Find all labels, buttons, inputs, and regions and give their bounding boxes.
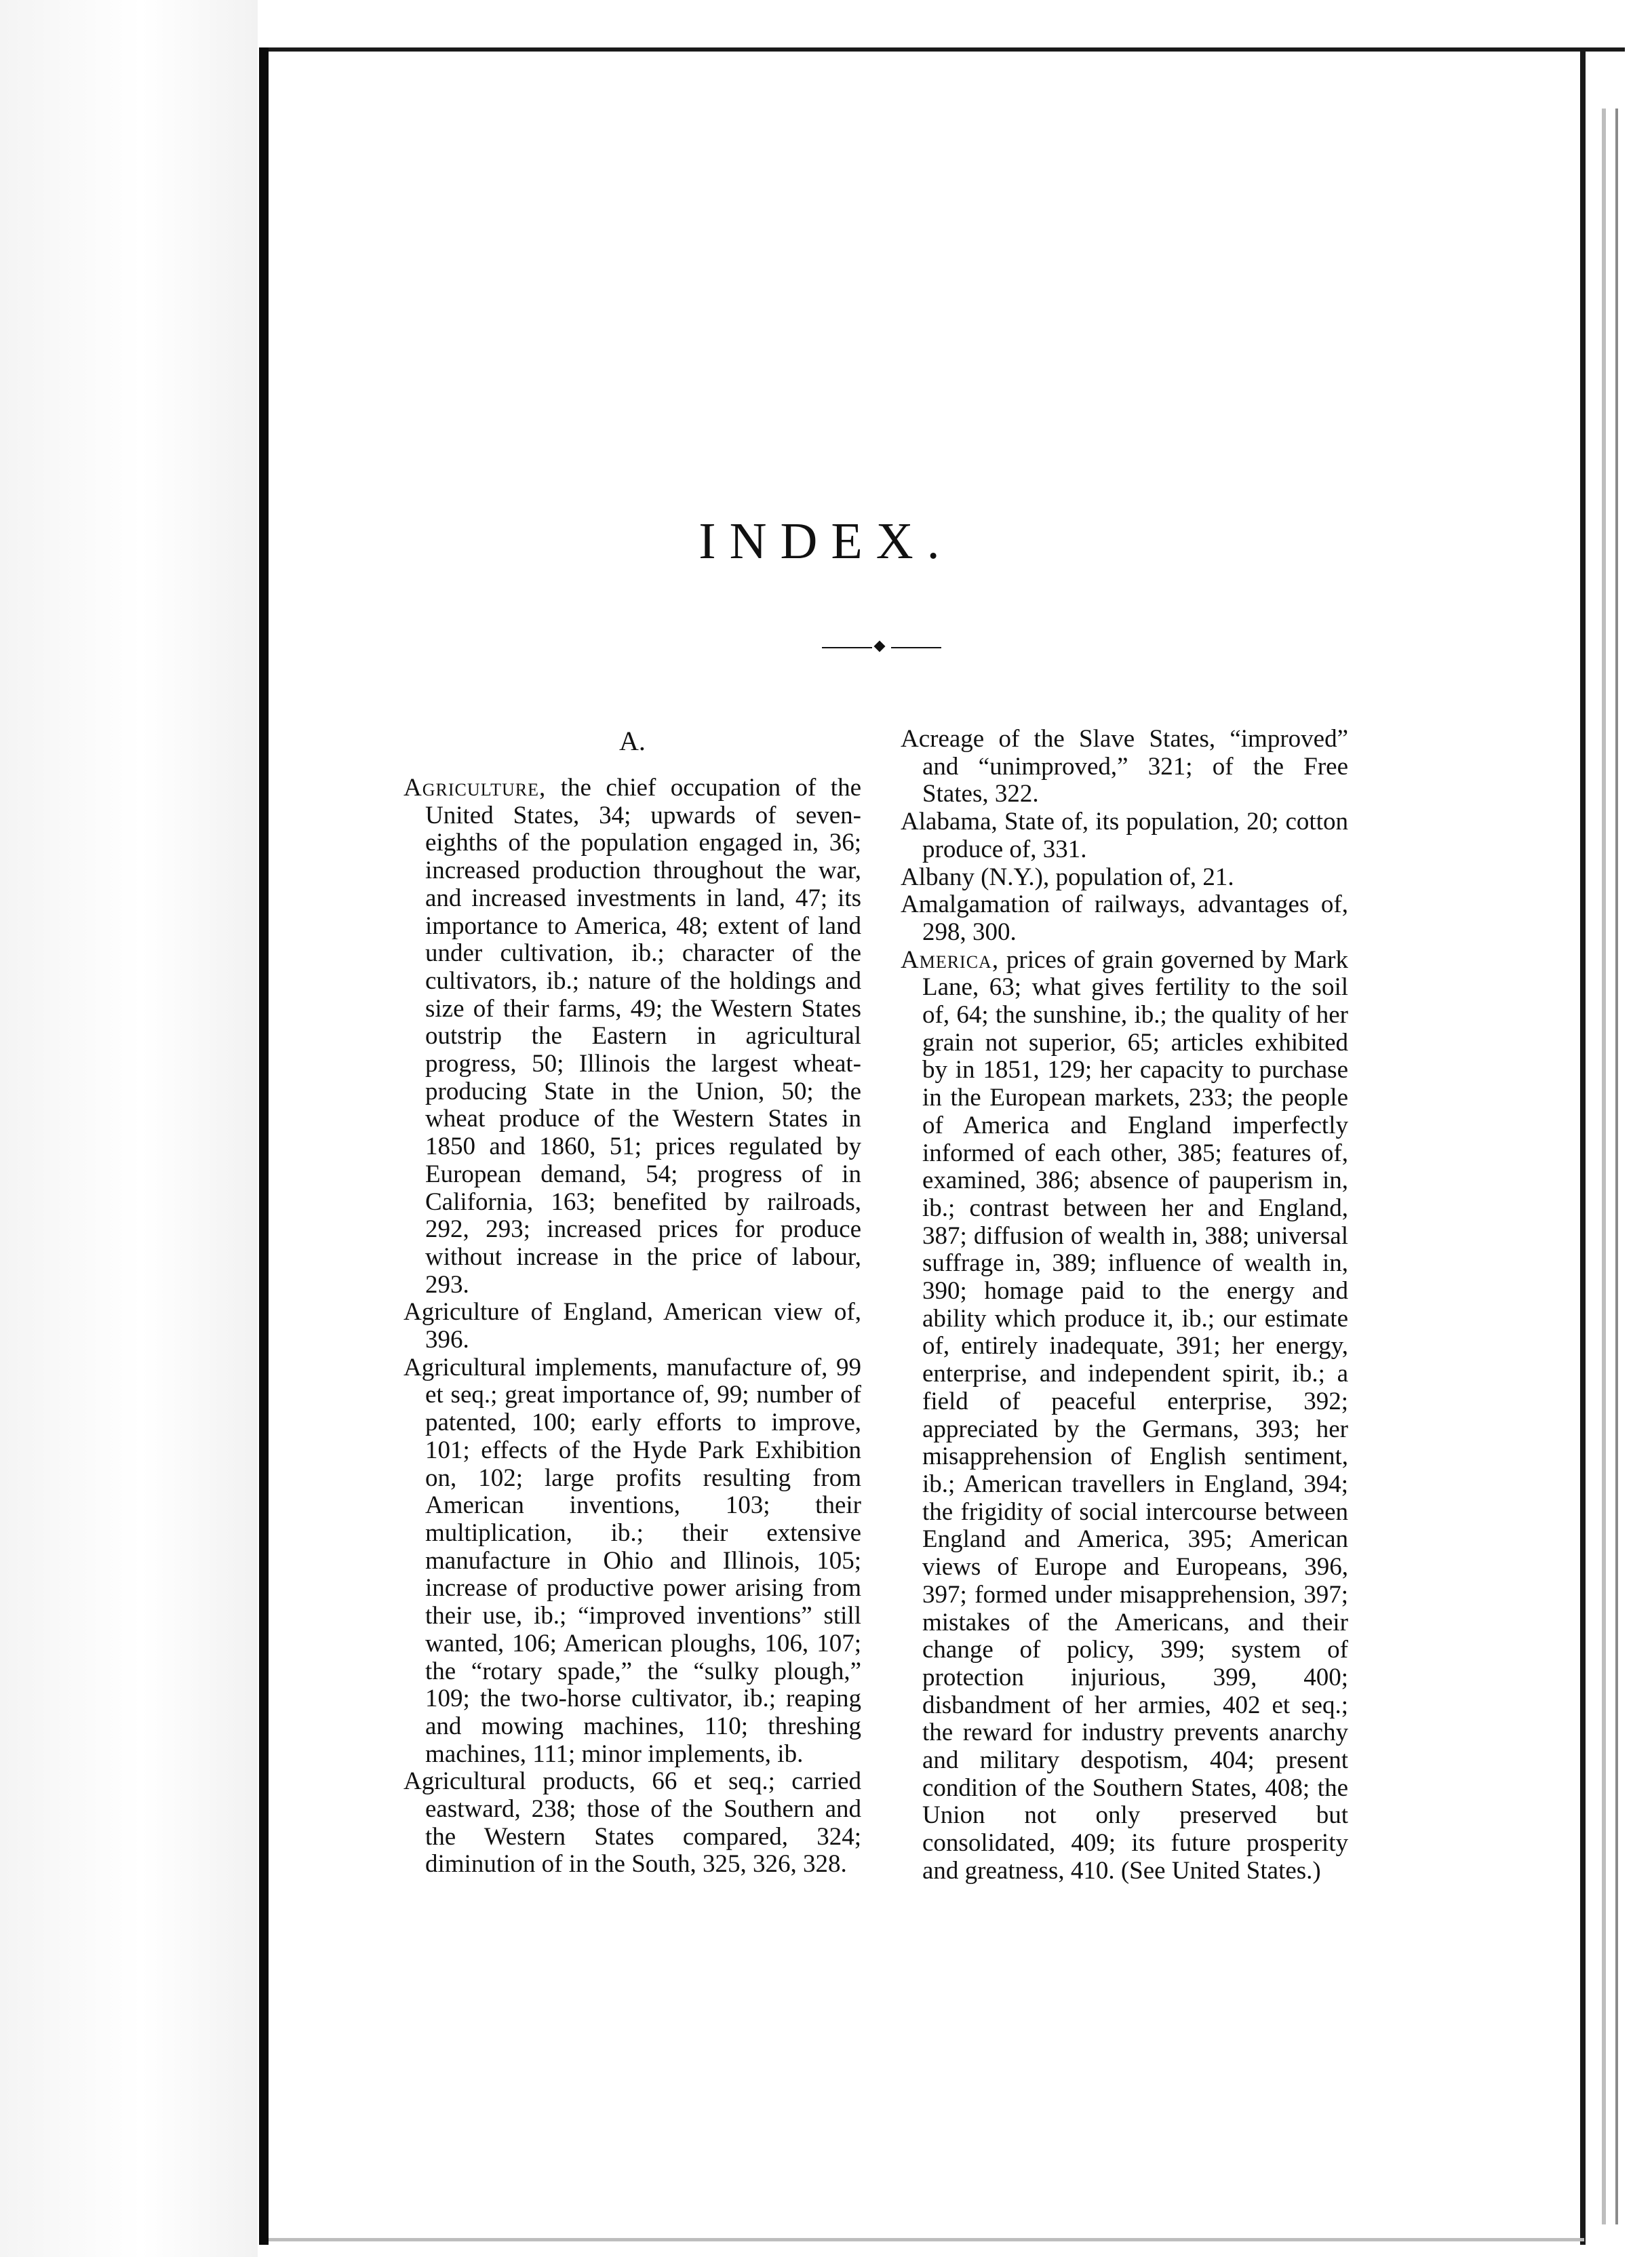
entry-text: Albany (N.Y.), population of, 21. [901,863,1234,891]
index-entry [901,808,1348,863]
index-entry [901,891,1348,946]
book-gutter [259,47,269,2245]
page-title: INDEX. [699,513,953,570]
index-entry [404,1299,861,1354]
page-stack-edge-outer [1615,109,1618,2224]
entry-text: Alabama, State of, its population, 20; cotton produce of, 331. [901,808,1348,863]
index-entry [404,1354,861,1769]
index-entry [404,774,861,1299]
entry-text: Acreage of the Slave States, “improved” and “unimproved,” 321; of the Free States, 322. [901,725,1348,808]
index-entry [404,1768,861,1879]
entry-text: Amalgamation of railways, advantages of, 298, 300. [901,890,1348,946]
entry-text: Agriculture of England, American view of, 396. [404,1298,861,1354]
index-entry [901,947,1348,1885]
section-letter: A. [619,726,646,756]
page-right-edge [1580,47,1586,2245]
entry-heading: America, [901,945,1000,974]
entry-text: prices of grain governed by Mark Lane, 63; what gives fertility to the soil of, 64; the sunshine, ib.; the quality of her grain not superior, 65; articles exhibited by in 1851, 129; her capacity to purchase in the European markets, 233; the people of America and England imperfectly informed of each other, 385; features of, examined, 386; absence of pauperism in, ib.; contrast between her and England, 387; diffusion of wealth in, 388; universal suffrage in, 389; influence of wealth in, 390; homage paid to the energy and ability which produce it, ib.; our estimate of, entirely inadequate, 391; her energy, enterprise, and independent spirit, ib.; a field of peaceful enterprise, 392; appreciated by the Germans, 393; her misapprehension of English sentiment, ib.; American travellers in England, 394; the frigidity of social intercourse between England and America, 395; American views of Europe and Europeans, 396, 397; formed under misapprehension, 397; mistakes of the Americans, and their change of policy, 399; system of protection injurious, 399, 400; disbandment of her armies, 402 et seq.; the reward for industry prevents anarchy and military despotism, 404; present condition of the Southern States, 408; the Union not only preserved but consolidated, 409; its future prosperity and greatness, 410. (See United States.) [922,945,1349,1885]
index-column-right [901,726,1348,1885]
page-top-edge [269,47,1625,52]
entry-text: Agricultural implements, manufacture of, 99 et seq.; great importance of, 99; number of patented, 100; early efforts to improve, 101; effects of the Hyde Park Exhibition on, 102; large profits resulting from American inventions, 103; their multiplication, ib.; their extensive manufacture in Ohio and Illinois, 105; increase of productive power arising from their use, ib.; “improved inventions” still wanted, 106; American ploughs, 106, 107; the “rotary spade,” the “sulky plough,” 109; the two-horse cultivator, ib.; reaping and mowing machines, 110; threshing machines, 111; minor implements, ib. [404,1353,861,1768]
entry-heading: Agriculture, [404,774,547,802]
title-ornament [822,642,941,653]
index-entry [901,864,1348,892]
index-entry [901,726,1348,808]
entry-text: Agricultural products, 66 et seq.; carried eastward, 238; those of the Southern and the Western States compared, 324; diminution of in the South, 325, 326, 328. [404,1767,861,1879]
page-stack-edge [1602,109,1606,2224]
page-bottom-edge [269,2238,1584,2241]
facing-page-edge [0,0,258,2257]
entry-text: the chief occupation of the United States, 34; upwards of seven-eighths of the population engaged in, 36; increased production throughout the war, and increased investments in land, 47; its importance to America, 48; extent of land under cultivation, ib.; character of the cultivators, ib.; nature of the holdings and size of their farms, 49; the Western States outstrip the Eastern in agricultural progress, 50; Illinois the largest wheat-producing State in the Union, 50; the wheat produce of the Western States in 1850 and 1860, 51; prices regulated by European demand, 54; progress of in California, 163; benefited by railroads, 292, 293; increased prices for produce without increase in the price of labour, 293. [425,774,862,1299]
index-column-left [404,726,861,1879]
